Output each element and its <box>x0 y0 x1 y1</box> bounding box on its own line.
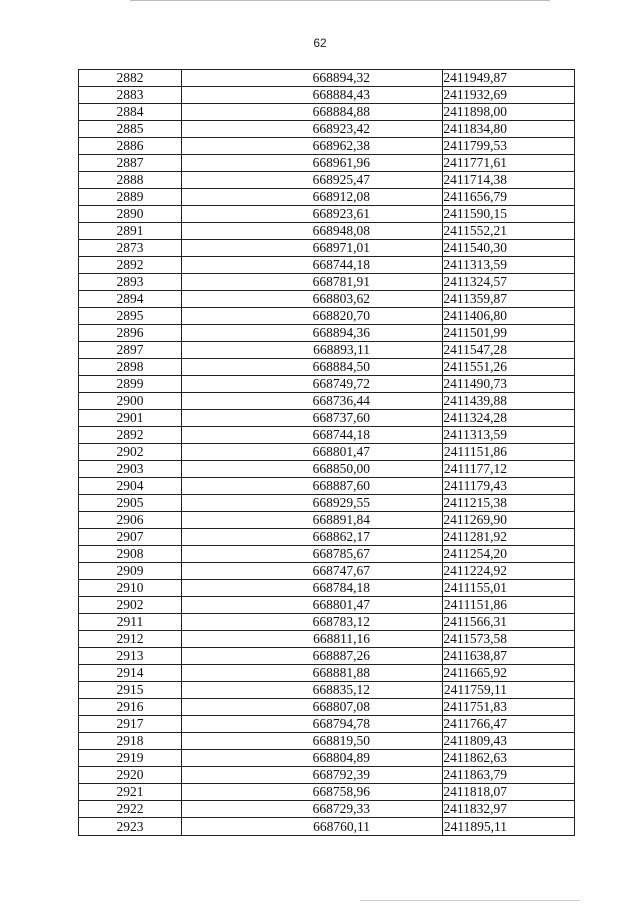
table-row <box>79 597 575 614</box>
point-number-cell: 2920 <box>79 767 182 784</box>
x-coordinate-cell: 668792,39 <box>182 767 443 784</box>
y-coordinate-cell: 2411179,43 <box>443 478 575 495</box>
table-row <box>79 206 575 223</box>
table-row <box>79 461 575 478</box>
y-coordinate-cell: 2411590,15 <box>443 206 575 223</box>
point-number-cell: 2894 <box>79 291 182 308</box>
table-row <box>79 155 575 172</box>
y-coordinate-cell: 2411254,20 <box>443 546 575 563</box>
point-number-cell: 2912 <box>79 631 182 648</box>
point-number-cell: 2905 <box>79 495 182 512</box>
x-coordinate-cell: 668881,88 <box>182 665 443 682</box>
x-coordinate-cell: 668736,44 <box>182 393 443 410</box>
table-row <box>79 750 575 767</box>
y-coordinate-cell: 2411832,97 <box>443 801 575 818</box>
x-coordinate-cell: 668835,12 <box>182 682 443 699</box>
y-coordinate-cell: 2411540,30 <box>443 240 575 257</box>
point-number-cell: 2916 <box>79 699 182 716</box>
table-row <box>79 733 575 750</box>
point-number-cell: 2900 <box>79 393 182 410</box>
table-row <box>79 274 575 291</box>
point-number-cell: 2886 <box>79 138 182 155</box>
x-coordinate-cell: 668729,33 <box>182 801 443 818</box>
table-row <box>79 614 575 631</box>
point-number-cell: 2873 <box>79 240 182 257</box>
table-row <box>79 767 575 784</box>
point-number-cell: 2883 <box>79 87 182 104</box>
table-row <box>79 801 575 818</box>
table-row <box>79 478 575 495</box>
x-coordinate-cell: 668884,43 <box>182 87 443 104</box>
table-row <box>79 223 575 240</box>
x-coordinate-cell: 668760,11 <box>182 818 443 836</box>
y-coordinate-cell: 2411324,57 <box>443 274 575 291</box>
y-coordinate-cell: 2411638,87 <box>443 648 575 665</box>
point-number-cell: 2882 <box>79 70 182 87</box>
x-coordinate-cell: 668807,08 <box>182 699 443 716</box>
x-coordinate-cell: 668747,67 <box>182 563 443 580</box>
table-row <box>79 580 575 597</box>
y-coordinate-cell: 2411566,31 <box>443 614 575 631</box>
table-row <box>79 444 575 461</box>
x-coordinate-cell: 668884,88 <box>182 104 443 121</box>
point-number-cell: 2921 <box>79 784 182 801</box>
point-number-cell: 2909 <box>79 563 182 580</box>
y-coordinate-cell: 2411281,92 <box>443 529 575 546</box>
table-row <box>79 427 575 444</box>
y-coordinate-cell: 2411863,79 <box>443 767 575 784</box>
table-row <box>79 495 575 512</box>
table-row <box>79 172 575 189</box>
table-row <box>79 138 575 155</box>
x-coordinate-cell: 668923,42 <box>182 121 443 138</box>
x-coordinate-cell: 668785,67 <box>182 546 443 563</box>
point-number-cell: 2919 <box>79 750 182 767</box>
y-coordinate-cell: 2411818,07 <box>443 784 575 801</box>
y-coordinate-cell: 2411177,12 <box>443 461 575 478</box>
x-coordinate-cell: 668850,00 <box>182 461 443 478</box>
table-row <box>79 512 575 529</box>
y-coordinate-cell: 2411439,88 <box>443 393 575 410</box>
y-coordinate-cell: 2411759,11 <box>443 682 575 699</box>
table-row <box>79 359 575 376</box>
y-coordinate-cell: 2411552,21 <box>443 223 575 240</box>
y-coordinate-cell: 2411809,43 <box>443 733 575 750</box>
y-coordinate-cell: 2411551,26 <box>443 359 575 376</box>
point-number-cell: 2911 <box>79 614 182 631</box>
table-row <box>79 393 575 410</box>
y-coordinate-cell: 2411547,28 <box>443 342 575 359</box>
y-coordinate-cell: 2411324,28 <box>443 410 575 427</box>
point-number-cell: 2903 <box>79 461 182 478</box>
y-coordinate-cell: 2411269,90 <box>443 512 575 529</box>
point-number-cell: 2898 <box>79 359 182 376</box>
table-row <box>79 291 575 308</box>
table-row <box>79 682 575 699</box>
point-number-cell: 2892 <box>79 257 182 274</box>
x-coordinate-cell: 668961,96 <box>182 155 443 172</box>
point-number-cell: 2897 <box>79 342 182 359</box>
table-row <box>79 376 575 393</box>
y-coordinate-cell: 2411665,92 <box>443 665 575 682</box>
x-coordinate-cell: 668862,17 <box>182 529 443 546</box>
point-number-cell: 2904 <box>79 478 182 495</box>
x-coordinate-cell: 668962,38 <box>182 138 443 155</box>
point-number-cell: 2893 <box>79 274 182 291</box>
table-row <box>79 87 575 104</box>
y-coordinate-cell: 2411573,58 <box>443 631 575 648</box>
y-coordinate-cell: 2411155,01 <box>443 580 575 597</box>
table-row <box>79 342 575 359</box>
x-coordinate-cell: 668744,18 <box>182 427 443 444</box>
point-number-cell: 2887 <box>79 155 182 172</box>
y-coordinate-cell: 2411714,38 <box>443 172 575 189</box>
x-coordinate-cell: 668794,78 <box>182 716 443 733</box>
table-row <box>79 784 575 801</box>
table-row <box>79 70 575 87</box>
x-coordinate-cell: 668801,47 <box>182 597 443 614</box>
point-number-cell: 2902 <box>79 444 182 461</box>
table-row <box>79 648 575 665</box>
table-row <box>79 308 575 325</box>
point-number-cell: 2884 <box>79 104 182 121</box>
point-number-cell: 2914 <box>79 665 182 682</box>
point-number-cell: 2888 <box>79 172 182 189</box>
x-coordinate-cell: 668929,55 <box>182 495 443 512</box>
x-coordinate-cell: 668891,84 <box>182 512 443 529</box>
x-coordinate-cell: 668820,70 <box>182 308 443 325</box>
point-number-cell: 2892 <box>79 427 182 444</box>
y-coordinate-cell: 2411771,61 <box>443 155 575 172</box>
y-coordinate-cell: 2411151,86 <box>443 444 575 461</box>
x-coordinate-cell: 668893,11 <box>182 342 443 359</box>
point-number-cell: 2889 <box>79 189 182 206</box>
point-number-cell: 2895 <box>79 308 182 325</box>
x-coordinate-cell: 668803,62 <box>182 291 443 308</box>
coordinates-table <box>78 69 575 836</box>
table-row <box>79 546 575 563</box>
x-coordinate-cell: 668749,72 <box>182 376 443 393</box>
point-number-cell: 2923 <box>79 818 182 836</box>
x-coordinate-cell: 668887,26 <box>182 648 443 665</box>
y-coordinate-cell: 2411406,80 <box>443 308 575 325</box>
y-coordinate-cell: 2411834,80 <box>443 121 575 138</box>
x-coordinate-cell: 668737,60 <box>182 410 443 427</box>
table-row <box>79 665 575 682</box>
x-coordinate-cell: 668758,96 <box>182 784 443 801</box>
point-number-cell: 2899 <box>79 376 182 393</box>
y-coordinate-cell: 2411490,73 <box>443 376 575 393</box>
point-number-cell: 2885 <box>79 121 182 138</box>
table-row <box>79 699 575 716</box>
point-number-cell: 2907 <box>79 529 182 546</box>
y-coordinate-cell: 2411799,53 <box>443 138 575 155</box>
y-coordinate-cell: 2411224,92 <box>443 563 575 580</box>
table-row <box>79 818 575 836</box>
y-coordinate-cell: 2411501,99 <box>443 325 575 342</box>
x-coordinate-cell: 668894,36 <box>182 325 443 342</box>
x-coordinate-cell: 668811,16 <box>182 631 443 648</box>
table-row <box>79 631 575 648</box>
y-coordinate-cell: 2411656,79 <box>443 189 575 206</box>
coordinates-table-body <box>79 70 575 836</box>
y-coordinate-cell: 2411862,63 <box>443 750 575 767</box>
table-row <box>79 716 575 733</box>
x-coordinate-cell: 668925,47 <box>182 172 443 189</box>
table-row <box>79 189 575 206</box>
x-coordinate-cell: 668819,50 <box>182 733 443 750</box>
x-coordinate-cell: 668971,01 <box>182 240 443 257</box>
y-coordinate-cell: 2411151,86 <box>443 597 575 614</box>
table-row <box>79 563 575 580</box>
point-number-cell: 2922 <box>79 801 182 818</box>
x-coordinate-cell: 668948,08 <box>182 223 443 240</box>
point-number-cell: 2896 <box>79 325 182 342</box>
y-coordinate-cell: 2411949,87 <box>443 70 575 87</box>
point-number-cell: 2908 <box>79 546 182 563</box>
y-coordinate-cell: 2411766,47 <box>443 716 575 733</box>
bottom-border-line <box>360 900 580 901</box>
point-number-cell: 2901 <box>79 410 182 427</box>
x-coordinate-cell: 668912,08 <box>182 189 443 206</box>
x-coordinate-cell: 668784,18 <box>182 580 443 597</box>
y-coordinate-cell: 2411313,59 <box>443 427 575 444</box>
page-number: 62 <box>313 36 327 50</box>
y-coordinate-cell: 2411751,83 <box>443 699 575 716</box>
table-row <box>79 325 575 342</box>
x-coordinate-cell: 668894,32 <box>182 70 443 87</box>
table-row <box>79 121 575 138</box>
x-coordinate-cell: 668884,50 <box>182 359 443 376</box>
point-number-cell: 2910 <box>79 580 182 597</box>
y-coordinate-cell: 2411932,69 <box>443 87 575 104</box>
x-coordinate-cell: 668887,60 <box>182 478 443 495</box>
table-row <box>79 104 575 121</box>
table-row <box>79 257 575 274</box>
y-coordinate-cell: 2411215,38 <box>443 495 575 512</box>
point-number-cell: 2915 <box>79 682 182 699</box>
table-row <box>79 410 575 427</box>
x-coordinate-cell: 668744,18 <box>182 257 443 274</box>
point-number-cell: 2891 <box>79 223 182 240</box>
table-row <box>79 240 575 257</box>
point-number-cell: 2917 <box>79 716 182 733</box>
y-coordinate-cell: 2411895,11 <box>443 818 575 836</box>
x-coordinate-cell: 668801,47 <box>182 444 443 461</box>
top-border-line <box>130 0 550 1</box>
table-row <box>79 529 575 546</box>
y-coordinate-cell: 2411359,87 <box>443 291 575 308</box>
point-number-cell: 2918 <box>79 733 182 750</box>
point-number-cell: 2906 <box>79 512 182 529</box>
x-coordinate-cell: 668783,12 <box>182 614 443 631</box>
y-coordinate-cell: 2411313,59 <box>443 257 575 274</box>
x-coordinate-cell: 668923,61 <box>182 206 443 223</box>
point-number-cell: 2913 <box>79 648 182 665</box>
y-coordinate-cell: 2411898,00 <box>443 104 575 121</box>
x-coordinate-cell: 668781,91 <box>182 274 443 291</box>
point-number-cell: 2890 <box>79 206 182 223</box>
point-number-cell: 2902 <box>79 597 182 614</box>
x-coordinate-cell: 668804,89 <box>182 750 443 767</box>
